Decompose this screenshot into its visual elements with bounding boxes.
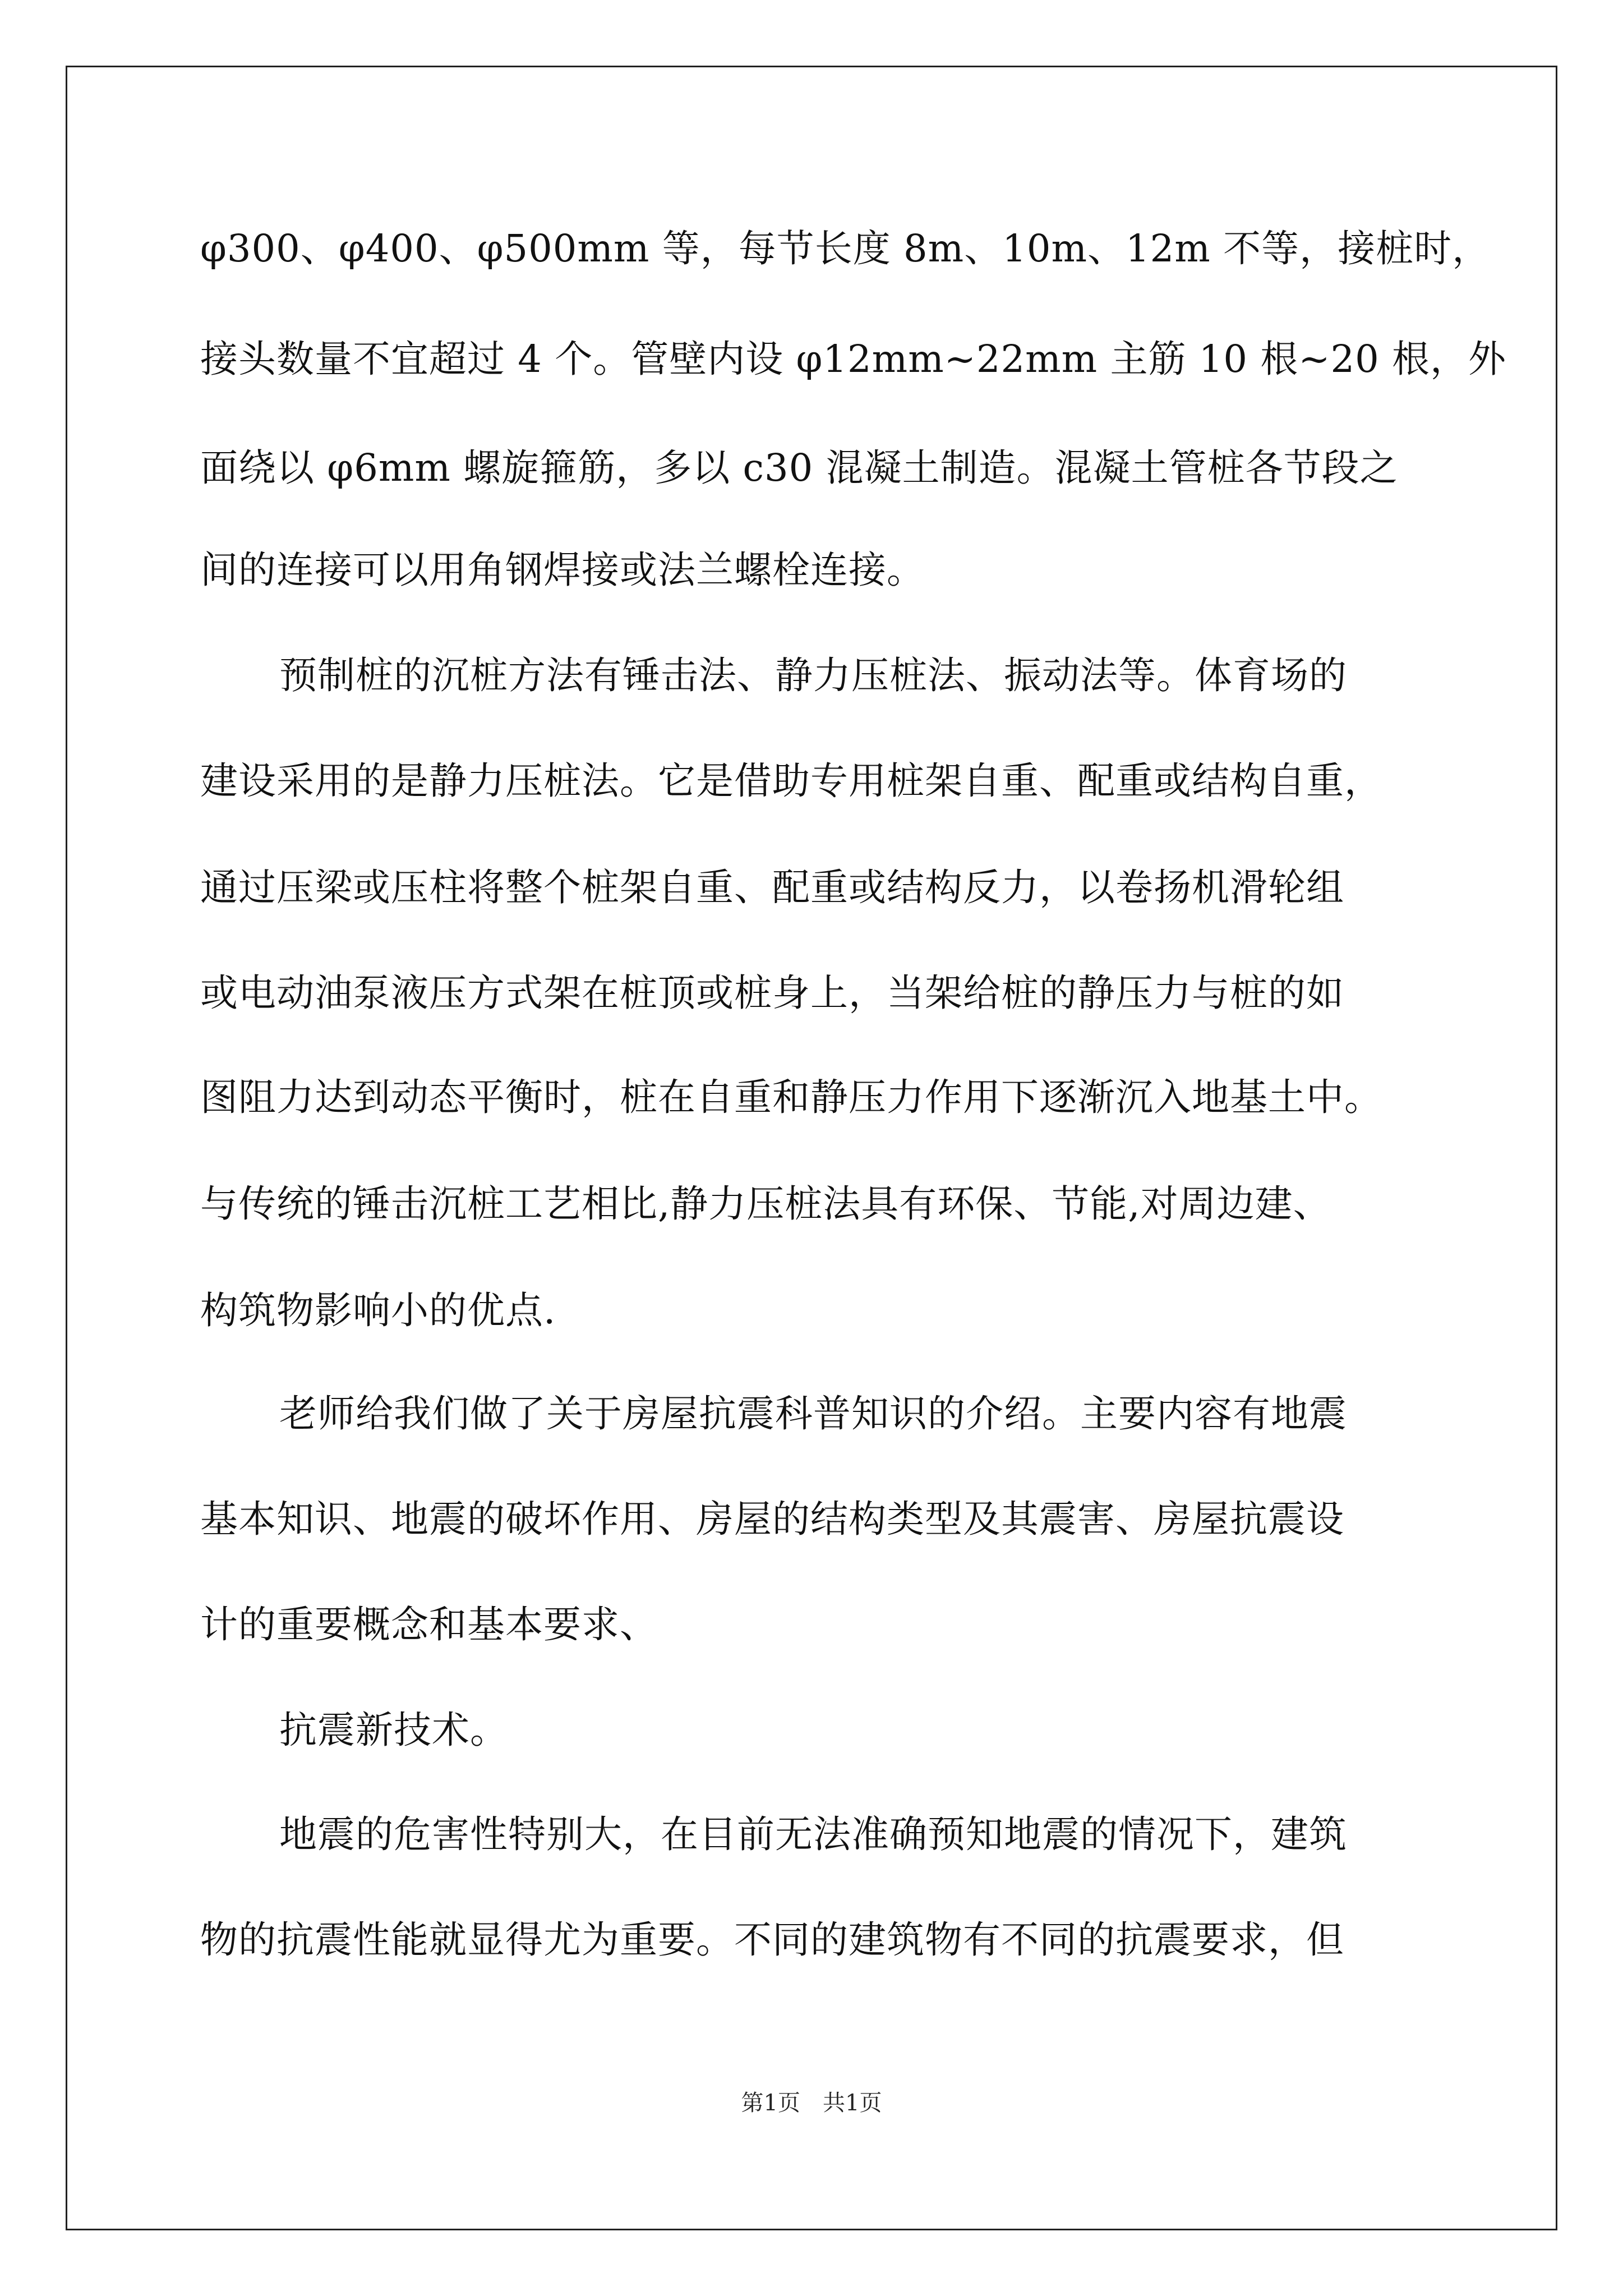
paragraph-start-line: 预制桩的沉桩方法有锤击法、静力压桩法、振动法等。体育场的 — [279, 654, 1347, 697]
text-line: 建设采用的是静力压桩法。它是借助专用桩架自重、配重或结构自重， — [200, 759, 1382, 803]
text-line: 通过压梁或压柱将整个桩架自重、配重或结构反力，以卷扬机滑轮组 — [200, 866, 1344, 909]
text-line: 图阻力达到动态平衡时，桩在自重和静压力作用下逐渐沉入地基土中。 — [200, 1075, 1382, 1119]
text-line: 或电动油泵液压方式架在桩顶或桩身上，当架给桩的静压力与桩的如 — [200, 971, 1344, 1015]
text-line: 构筑物影响小的优点. — [200, 1289, 556, 1332]
text-line: 物的抗震性能就显得尤为重要。不同的建筑物有不同的抗震要求，但 — [200, 1918, 1344, 1962]
page-number: 第1页 共1页 — [741, 2090, 882, 2116]
paragraph-start-line: 地震的危害性特别大，在目前无法准确预知地震的情况下，建筑 — [279, 1812, 1347, 1856]
page-border — [66, 66, 1557, 2230]
text-line: 面绕以 φ6mm 螺旋箍筋，多以 c30 混凝土制造。混凝土管桩各节段之 — [200, 446, 1398, 490]
paragraph-start-line: 老师给我们做了关于房屋抗震科普知识的介绍。主要内容有地震 — [279, 1392, 1347, 1435]
text-line: φ300、φ400、φ500mm 等，每节长度 8m、10m、12m 不等，接桩时， — [200, 227, 1491, 270]
text-line: 间的连接可以用角钢焊接或法兰螺栓连接。 — [200, 548, 925, 592]
text-line: 与传统的锤击沉桩工艺相比,静力压桩法具有环保、节能,对周边建、 — [200, 1182, 1331, 1226]
text-line: 基本知识、地震的破坏作用、房屋的结构类型及其震害、房屋抗震设 — [200, 1497, 1344, 1541]
text-line: 计的重要概念和基本要求、 — [200, 1603, 658, 1646]
text-line: 接头数量不宜超过 4 个。管壁内设 φ12mm~22mm 主筋 10 根~20 根，外 — [200, 337, 1507, 381]
paragraph-start-line: 抗震新技术。 — [279, 1708, 508, 1752]
